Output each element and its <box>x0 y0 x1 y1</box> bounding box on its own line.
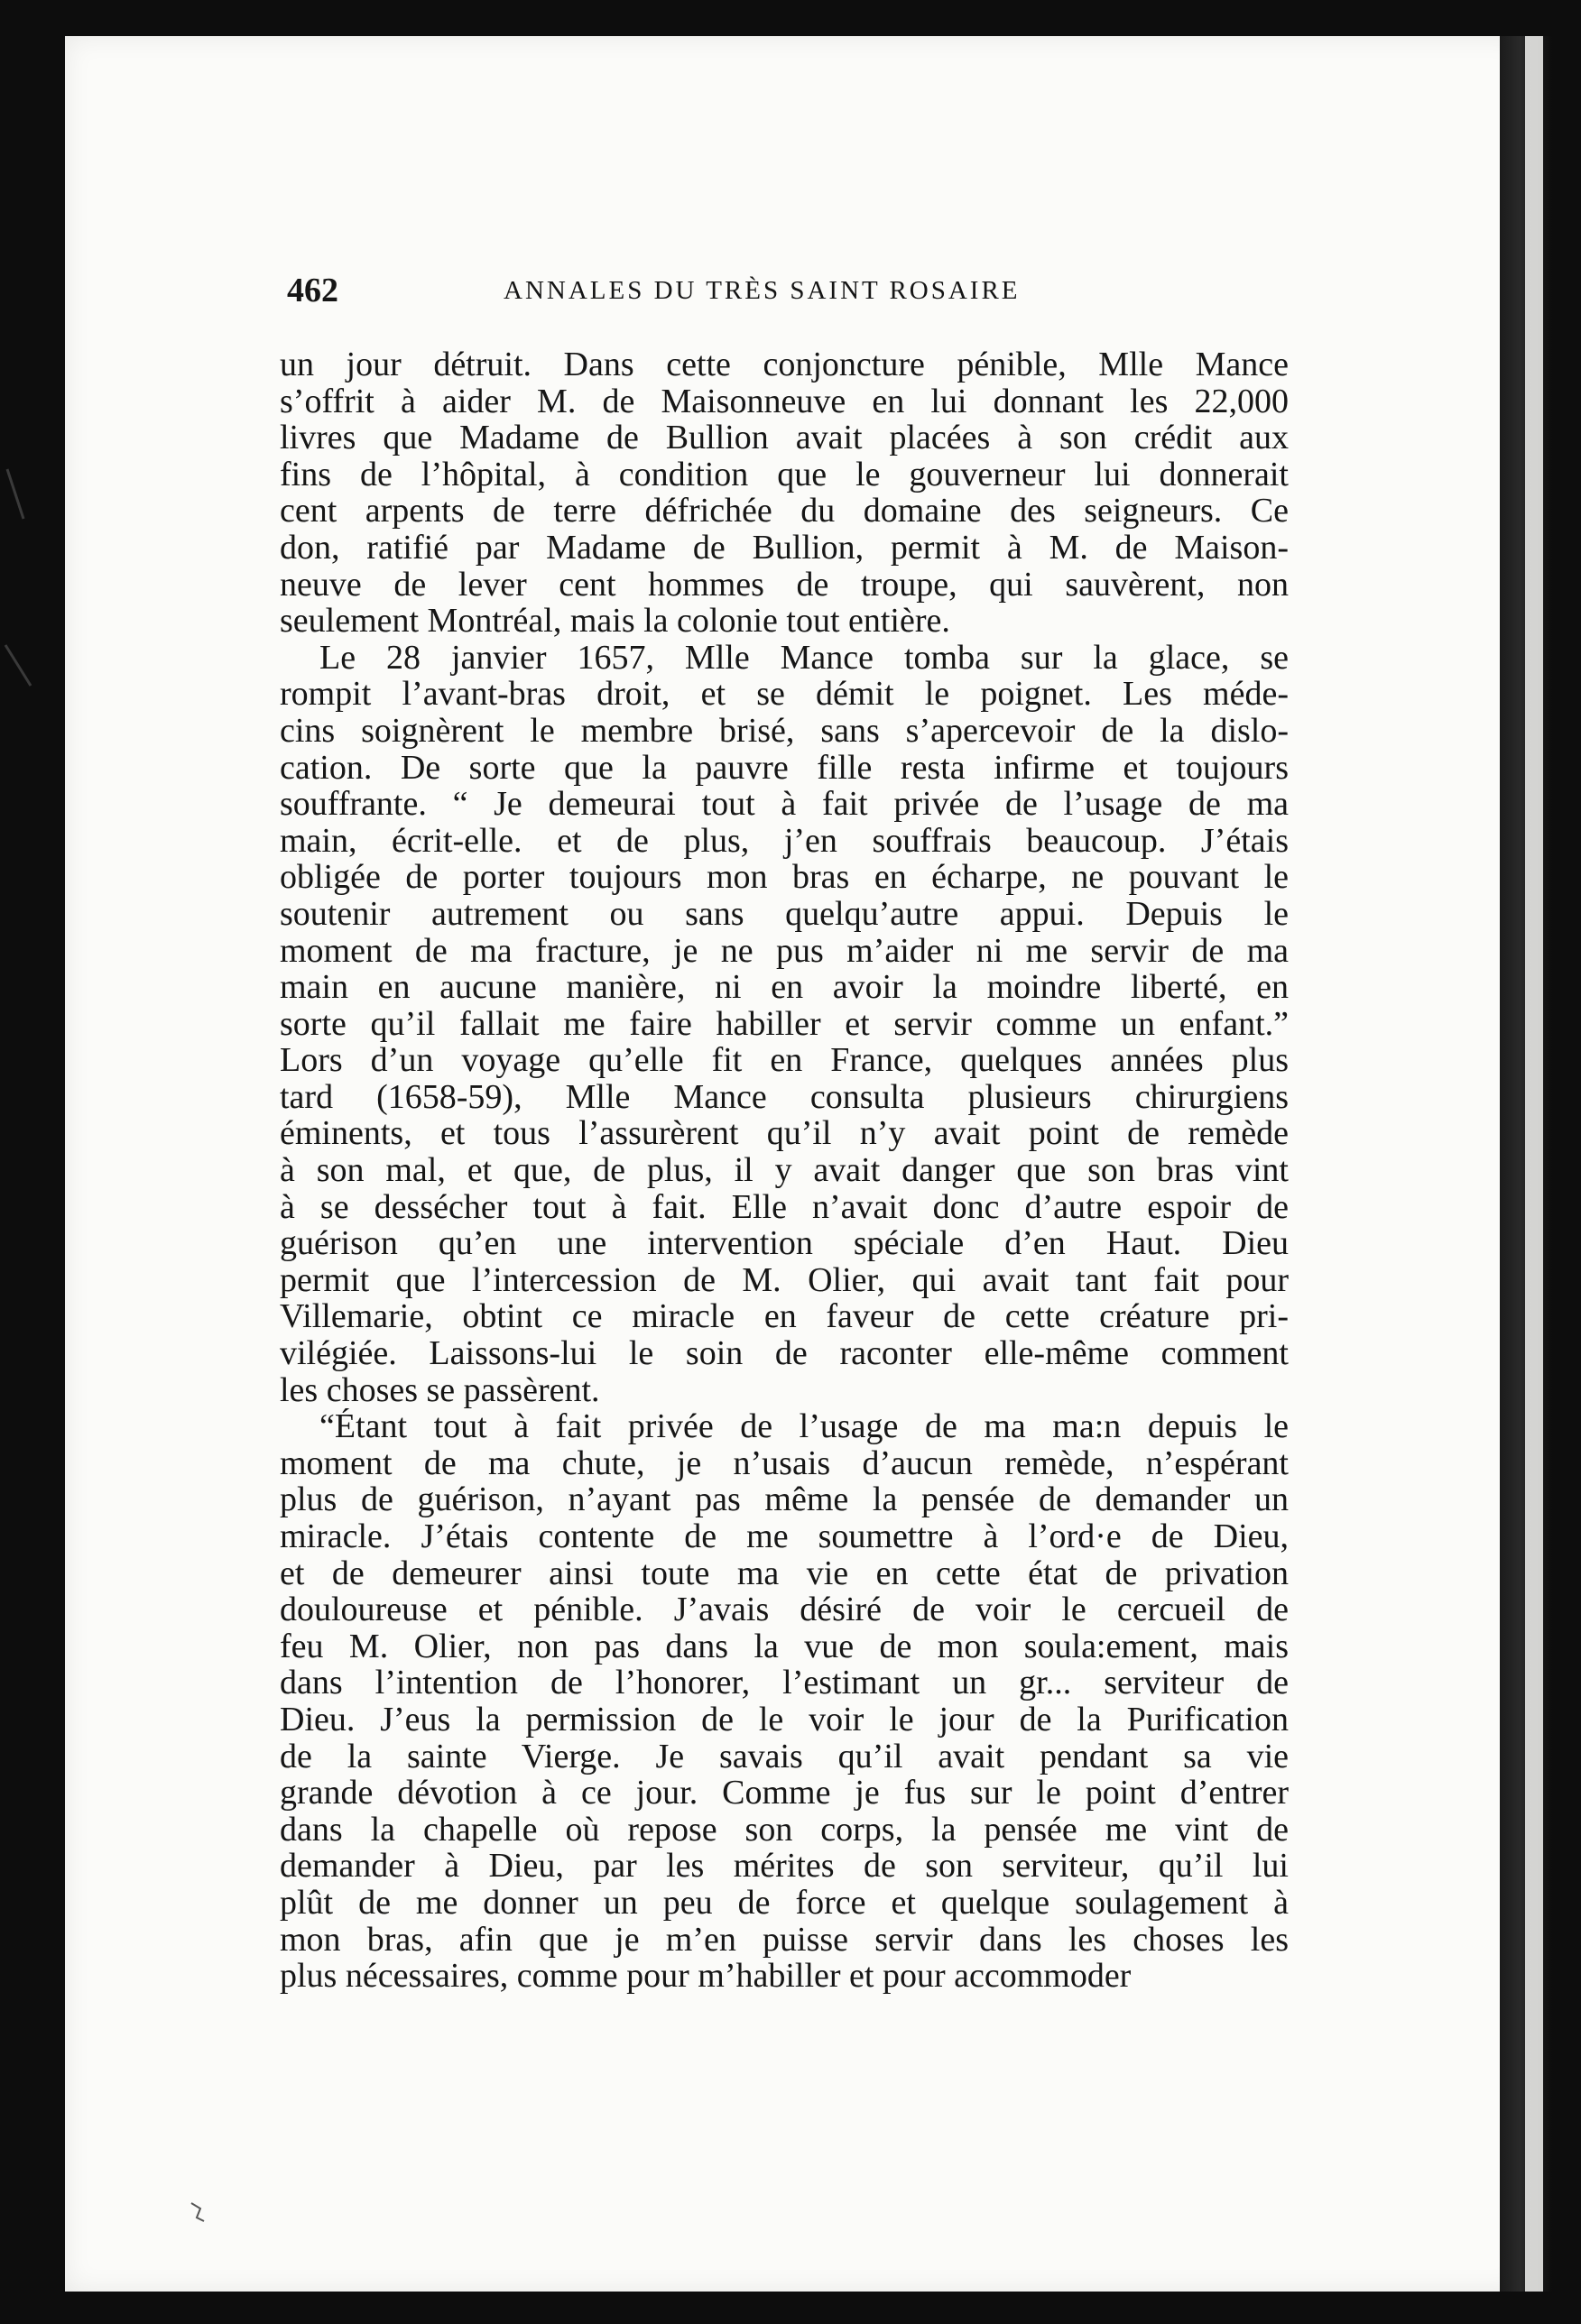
text-line: grande dévotion à ce jour. Comme je fus sur le point d’entrer <box>280 1775 1289 1812</box>
text-line: sorte qu’il fallait me faire habiller et servir comme un enfant.” <box>280 1005 1289 1043</box>
text-line: guérison qu’en une intervention spéciale d’en Haut. Dieu <box>280 1225 1289 1262</box>
text-line: cation. De sorte que la pauvre fille resta infirme et toujours <box>280 749 1289 787</box>
text-line: moment de ma fracture, je ne pus m’aider ni me servir de ma <box>280 932 1289 970</box>
page-number: 462 <box>287 272 338 309</box>
text-line: souffrante. “ Je demeurai tout à fait privée de l’usage de ma <box>280 786 1289 823</box>
text-line: dans l’intention de l’honorer, l’estimant un gr... serviteur de <box>280 1665 1289 1702</box>
text-line: cins soignèrent le membre brisé, sans s’apercevoir de la dislo- <box>280 712 1289 750</box>
text-line: plût de me donner un peu de force et quelque soulagement à <box>280 1884 1289 1922</box>
running-title: ANNALES DU TRÈS SAINT ROSAIRE <box>504 276 1021 305</box>
text-line: fins de l’hôpital, à condition que le gouverneur lui donnerait <box>280 456 1289 493</box>
text-line: éminents, et tous l’assurèrent qu’il n’y avait point de remède <box>280 1115 1289 1153</box>
text-line: tard (1658-59), Mlle Mance consulta plusieurs chirurgiens <box>280 1078 1289 1116</box>
text-line: Le 28 janvier 1657, Mlle Mance tomba sur la glace, se <box>319 639 1289 677</box>
page-header <box>287 271 1289 325</box>
text-line: neuve de lever cent hommes de troupe, qui sauvèrent, non <box>280 566 1289 604</box>
text-line: Lors d’un voyage qu’elle fit en France, quelques années plus <box>280 1042 1289 1079</box>
text-line: moment de ma chute, je n’usais d’aucun remède, n’espérant <box>280 1444 1289 1482</box>
body-text <box>280 346 1289 1995</box>
text-line: rompit l’avant-bras droit, et se démit le poignet. Les méde- <box>280 676 1289 713</box>
text-line: un jour détruit. Dans cette conjoncture pénible, Mlle Mance <box>280 346 1289 383</box>
text-line: à son mal, et que, de plus, il y avait danger que son bras vint <box>280 1152 1289 1189</box>
text-line: vilégiée. Laissons-lui le soin de raconter elle-même comment <box>280 1335 1289 1372</box>
text-line: plus nécessaires, comme pour m’habiller et pour accommoder <box>280 1958 1132 1995</box>
text-line: soutenir autrement ou sans quelqu’autre appui. Depuis le <box>280 895 1289 933</box>
text-line: dans la chapelle où repose son corps, la pensée me vint de <box>280 1811 1289 1849</box>
facing-page-edge <box>1525 36 1543 2292</box>
text-line: livres que Madame de Bullion avait placées à son crédit aux <box>280 420 1289 456</box>
text-line: main en aucune manière, ni en avoir la moindre liberté, en <box>280 969 1289 1006</box>
text-line: plus de guérison, n’ayant pas même la pensée de demander un <box>280 1481 1289 1518</box>
text-line: Dieu. J’eus la permission de le voir le jour de la Purification <box>280 1701 1289 1738</box>
text-line: permit que l’intercession de M. Olier, qui avait tant fait pour <box>280 1261 1289 1299</box>
text-line: et de demeurer ainsi toute ma vie en cette état de privation <box>280 1554 1289 1592</box>
text-line: cent arpents de terre défrichée du domaine des seigneurs. Ce <box>280 493 1289 530</box>
text-line: demander à Dieu, par les mérites de son serviteur, qu’il lui <box>280 1848 1289 1885</box>
text-line: à se dessécher tout à fait. Elle n’avait donc d’autre espoir de <box>280 1188 1289 1226</box>
text-line: de la sainte Vierge. Je savais qu’il avait pendant sa vie <box>280 1738 1289 1775</box>
text-line: s’offrit à aider M. de Maisonneuve en lui donnant les 22,000 <box>280 383 1289 420</box>
text-line: feu M. Olier, non pas dans la vue de mon soula:ement, mais <box>280 1628 1289 1665</box>
text-line: miracle. J’étais contente de me soumettre à l’ord·e de Dieu, <box>280 1518 1289 1555</box>
text-line: “Étant tout à fait privée de l’usage de ma ma:n depuis le <box>319 1408 1289 1445</box>
text-line: don, ratifié par Madame de Bullion, permit à M. de Maison- <box>280 529 1289 567</box>
text-line: mon bras, afin que je m’en puisse servir dans les choses les <box>280 1921 1289 1959</box>
text-line: seulement Montréal, mais la colonie tout entière. <box>280 603 950 640</box>
text-line: Villemarie, obtint ce miracle en faveur de cette créature pri- <box>280 1298 1289 1336</box>
text-line: main, écrit-elle. et de plus, j’en souffrais beaucoup. J’étais <box>280 822 1289 860</box>
text-line: obligée de porter toujours mon bras en écharpe, ne pouvant le <box>280 859 1289 896</box>
text-line: douloureuse et pénible. J’avais désiré de voir le cercueil de <box>280 1591 1289 1628</box>
text-line: les choses se passèrent. <box>280 1371 600 1409</box>
